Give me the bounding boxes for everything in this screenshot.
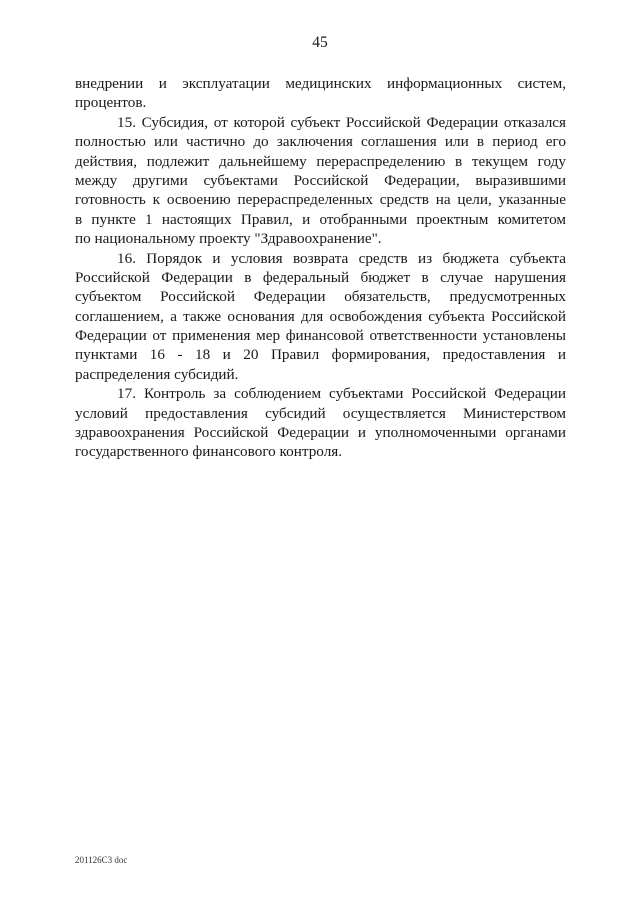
- text-line: действия, подлежит дальнейшему перераспределению в текущем году: [75, 152, 566, 170]
- text-line: Федерации от применения мер финансовой ответственности установлены: [75, 327, 566, 345]
- text-line: по национальному проекту "Здравоохранение".: [75, 230, 382, 248]
- text-line: пунктами 16 - 18 и 20 Правил формирования, предоставления и: [75, 346, 566, 364]
- text-line: субъектом Российской Федерации обязательств, предусмотренных: [75, 288, 566, 306]
- document-file-code: 201126С3 doc: [75, 855, 128, 865]
- text-line: условий предоставления субсидий осуществляется Министерством: [75, 404, 566, 422]
- text-line: Российской Федерации в федеральный бюджет в случае нарушения: [75, 268, 566, 286]
- text-line: процентов.: [75, 94, 147, 112]
- text-line: государственного финансового контроля.: [75, 443, 343, 461]
- text-line: соглашением, а также основания для освобождения субъекта Российской: [75, 307, 566, 325]
- text-line: 16. Порядок и условия возврата средств из бюджета субъекта: [117, 249, 566, 267]
- text-line: готовность к освоению перераспределенных средств на цели, указанные: [75, 191, 566, 209]
- text-line: 15. Субсидия, от которой субъект Российской Федерации отказался: [117, 113, 566, 131]
- text-line: 17. Контроль за соблюдением субъектами Российской Федерации: [117, 385, 566, 403]
- text-line: распределения субсидий.: [75, 365, 239, 383]
- page-number: 45: [312, 34, 328, 51]
- text-line: между другими субъектами Российской Федерации, выразившими: [75, 171, 566, 189]
- text-line: полностью или частично до заключения соглашения или в период его: [75, 133, 566, 151]
- text-line: здравоохранения Российской Федерации и уполномоченными органами: [75, 424, 566, 442]
- document-body: [75, 74, 566, 462]
- text-line: внедрении и эксплуатации медицинских информационных систем,: [75, 75, 566, 92]
- text-line: в пункте 1 настоящих Правил, и отобранными проектным комитетом: [75, 210, 566, 228]
